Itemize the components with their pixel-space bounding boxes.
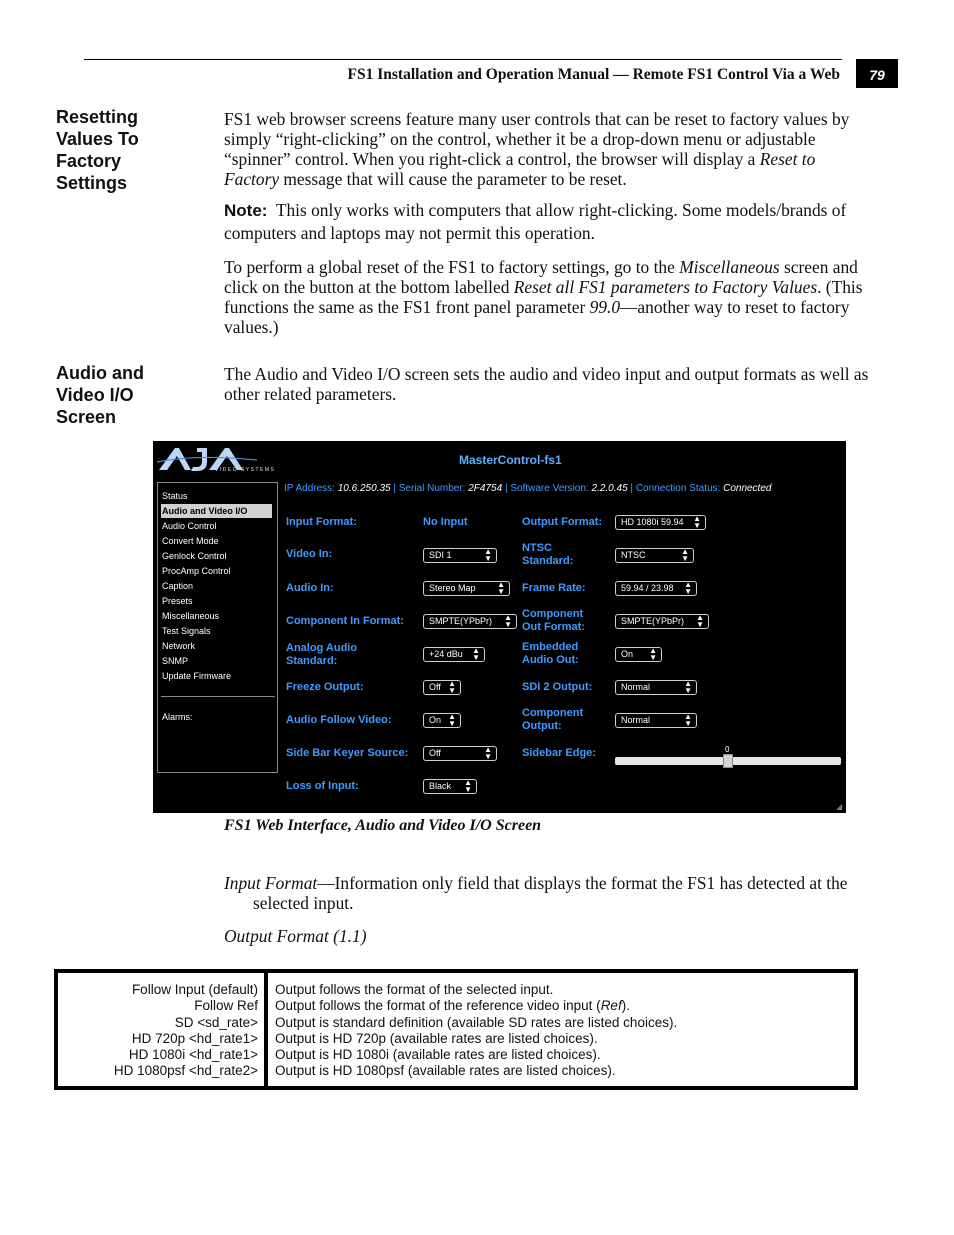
spinner-icon: ▲ ▼ [472,646,480,662]
spinner-icon: ▲ ▼ [649,646,657,662]
sidebar-item-genlock-control[interactable]: Genlock Control [162,551,227,561]
logo-subtitle: VIDEO SYSTEMS [215,467,276,473]
reset-note: Note: This only works with computers that allow right-clicking. Some models/brands of computers and laptops may not permit this operation. [224,200,847,243]
select-analog-audio-standard[interactable]: +24 dBu ▲ ▼ [423,647,485,662]
ui-window-title: MasterControl-fs1 [459,453,562,467]
sidebar-item-test-signals[interactable]: Test Signals [162,626,211,636]
label-audio-in: Audio In: [286,582,334,594]
label-sdi-2-output: SDI 2 Output: [522,681,593,693]
label-freeze-output: Freeze Output: [286,681,364,693]
table-descriptions-column [275,982,677,1080]
running-header: FS1 Installation and Operation Manual — Remote FS1 Control Via a Web [347,66,840,83]
spinner-icon: ▲ ▼ [448,712,456,728]
label-frame-rate: Frame Rate: [522,582,586,594]
label-output-format: Output Format: [522,516,603,528]
select-sdi-2-output[interactable]: Normal ▲ ▼ [615,680,697,695]
label-input-format: Input Format: [286,516,357,528]
spinner-icon: ▲ ▼ [696,613,704,629]
spinner-icon: ▲ ▼ [504,613,512,629]
select-component-output[interactable]: Normal ▲ ▼ [615,713,697,728]
output-format-heading: Output Format (1.1) [224,926,367,946]
label-video-in: Video In: [286,548,333,560]
select-frame-rate[interactable]: 59.94 / 23.98 ▲ ▼ [615,581,697,596]
label-embedded-audio-out: Embedded Audio Out: [522,641,579,666]
table-option: HD 1080psf <hd_rate2> [113,1063,258,1079]
resize-grip-icon[interactable]: ◢ [836,802,843,811]
spinner-icon: ▲ ▼ [684,580,692,596]
reset-paragraph-1: FS1 web browser screens feature many user controls that can be reset to factory values by simply “right-clicking” on the control, whether it be a drop-down menu or adjustable “spinner” control. When you right-click a control, the browser will display a Reset to Factory message that will cause the parameter to be reset. [224,109,850,189]
select-audio-follow-video[interactable]: On ▲ ▼ [423,713,461,728]
sidebar-edge-slider[interactable] [615,757,841,765]
audio-video-paragraph: The Audio and Video I/O screen sets the audio and video input and output formats as well as other related parameters. [224,364,869,404]
spinner-icon: ▲ ▼ [693,514,701,530]
ui-status-bar: IP Address: 10.6.250.35 | Serial Number: 2F4754 | Software Version: 2.2.0.45 | Connection Status: Connected [284,483,772,494]
output-format-table [54,969,858,1090]
sidebar-alarms-label: Alarms: [162,712,193,722]
table-option: Follow Input (default) [131,982,258,997]
table-description: Output is standard definition (available SD rates are listed choices). [275,1014,678,1030]
page-number: 79 [856,59,898,88]
table-option: SD <sd_rate> [174,1014,258,1030]
section-heading-reset: Resetting Values To Factory Settings [56,107,139,193]
sidebar-item-snmp[interactable]: SNMP [162,656,189,666]
value-input-format: No Input [423,516,468,528]
select-component-in-format[interactable]: SMPTE(YPbPr) ▲ ▼ [423,614,517,629]
table-description: Output follows the format of the reference video input (Ref). [275,998,630,1014]
sidebar-divider [161,696,275,697]
label-loss-of-input: Loss of Input: [286,780,359,792]
table-description: Output is HD 720p (available rates are listed choices). [275,1030,598,1046]
select-video-in[interactable]: SDI 1 ▲ ▼ [423,548,497,563]
select-ntsc-standard[interactable]: NTSC ▲ ▼ [615,548,694,563]
fs1-web-interface-screenshot [153,441,846,813]
label-component-output: Component Output: [522,707,584,732]
slider-thumb[interactable] [723,754,733,768]
sidebar-item-status[interactable]: Status [162,491,188,501]
select-output-format[interactable]: HD 1080i 59.94 ▲ ▼ [615,515,706,530]
sidebar-item-procamp-control[interactable]: ProcAmp Control [162,566,231,576]
select-embedded-audio-out[interactable]: On ▲ ▼ [615,647,662,662]
spinner-icon: ▲ ▼ [484,547,492,563]
spinner-icon: ▲ ▼ [684,712,692,728]
spinner-icon: ▲ ▼ [448,679,456,695]
table-description: Output is HD 1080i (available rates are listed choices). [275,1047,601,1063]
figure-caption: FS1 Web Interface, Audio and Video I/O Screen [224,817,542,834]
section-heading-audio-video: Audio and Video I/O Screen [56,363,144,427]
label-component-out-format: Component Out Format: [522,608,585,633]
sidebar-edge-value: 0 [725,745,730,754]
label-side-bar-keyer-source: Side Bar Keyer Source: [286,747,409,759]
sidebar-item-audio-control[interactable]: Audio Control [162,521,217,531]
sidebar-item-update-firmware[interactable]: Update Firmware [162,671,232,681]
label-component-in-format: Component In Format: [286,615,404,627]
sidebar-item-audio-video-io[interactable]: Audio and Video I/O [161,504,272,518]
sidebar-item-network[interactable]: Network [162,641,196,651]
table-option: Follow Ref [194,998,258,1014]
select-freeze-output[interactable]: Off ▲ ▼ [423,680,461,695]
spinner-icon: ▲ ▼ [464,778,472,794]
select-side-bar-keyer-source[interactable]: Off ▲ ▼ [423,746,497,761]
reset-paragraph-2: To perform a global reset of the FS1 to factory settings, go to the Miscellaneous screen and click on the button at the bottom labelled Reset all FS1 parameters to Factory Values. (This functions the same as the FS1 front panel parameter 99.0—another way to reset to factory values.) [224,257,863,337]
sidebar-item-presets[interactable]: Presets [162,596,193,606]
spinner-icon: ▲ ▼ [684,679,692,695]
table-option: HD 720p <hd_rate1> [131,1030,258,1046]
table-options-column [114,982,258,1080]
sidebar-item-miscellaneous[interactable]: Miscellaneous [162,611,220,621]
select-audio-in[interactable]: Stereo Map ▲ ▼ [423,581,510,596]
sidebar-item-caption[interactable]: Caption [162,581,194,591]
label-sidebar-edge: Sidebar Edge: [522,747,596,759]
label-audio-follow-video: Audio Follow Video: [286,714,392,726]
label-ntsc-standard: NTSC Standard: [522,542,574,567]
sidebar-item-convert-mode[interactable]: Convert Mode [162,536,219,546]
ui-sidebar [157,482,278,773]
table-divider [264,973,268,1086]
table-description: Output follows the format of the selected input. [275,982,554,997]
spinner-icon: ▲ ▼ [681,547,689,563]
header-rule [84,59,842,60]
select-component-out-format[interactable]: SMPTE(YPbPr) ▲ ▼ [615,614,709,629]
label-analog-audio-standard: Analog Audio Standard: [286,642,358,667]
spinner-icon: ▲ ▼ [484,745,492,761]
note-label: Note: [224,201,268,220]
spinner-icon: ▲ ▼ [497,580,505,596]
select-loss-of-input[interactable]: Black ▲ ▼ [423,779,477,794]
table-description: Output is HD 1080psf (available rates are listed choices). [275,1063,616,1079]
input-format-definition: Input Format—Information only field that displays the format the FS1 has detected at the selected input. [224,873,848,913]
table-option: HD 1080i <hd_rate1> [128,1047,258,1063]
